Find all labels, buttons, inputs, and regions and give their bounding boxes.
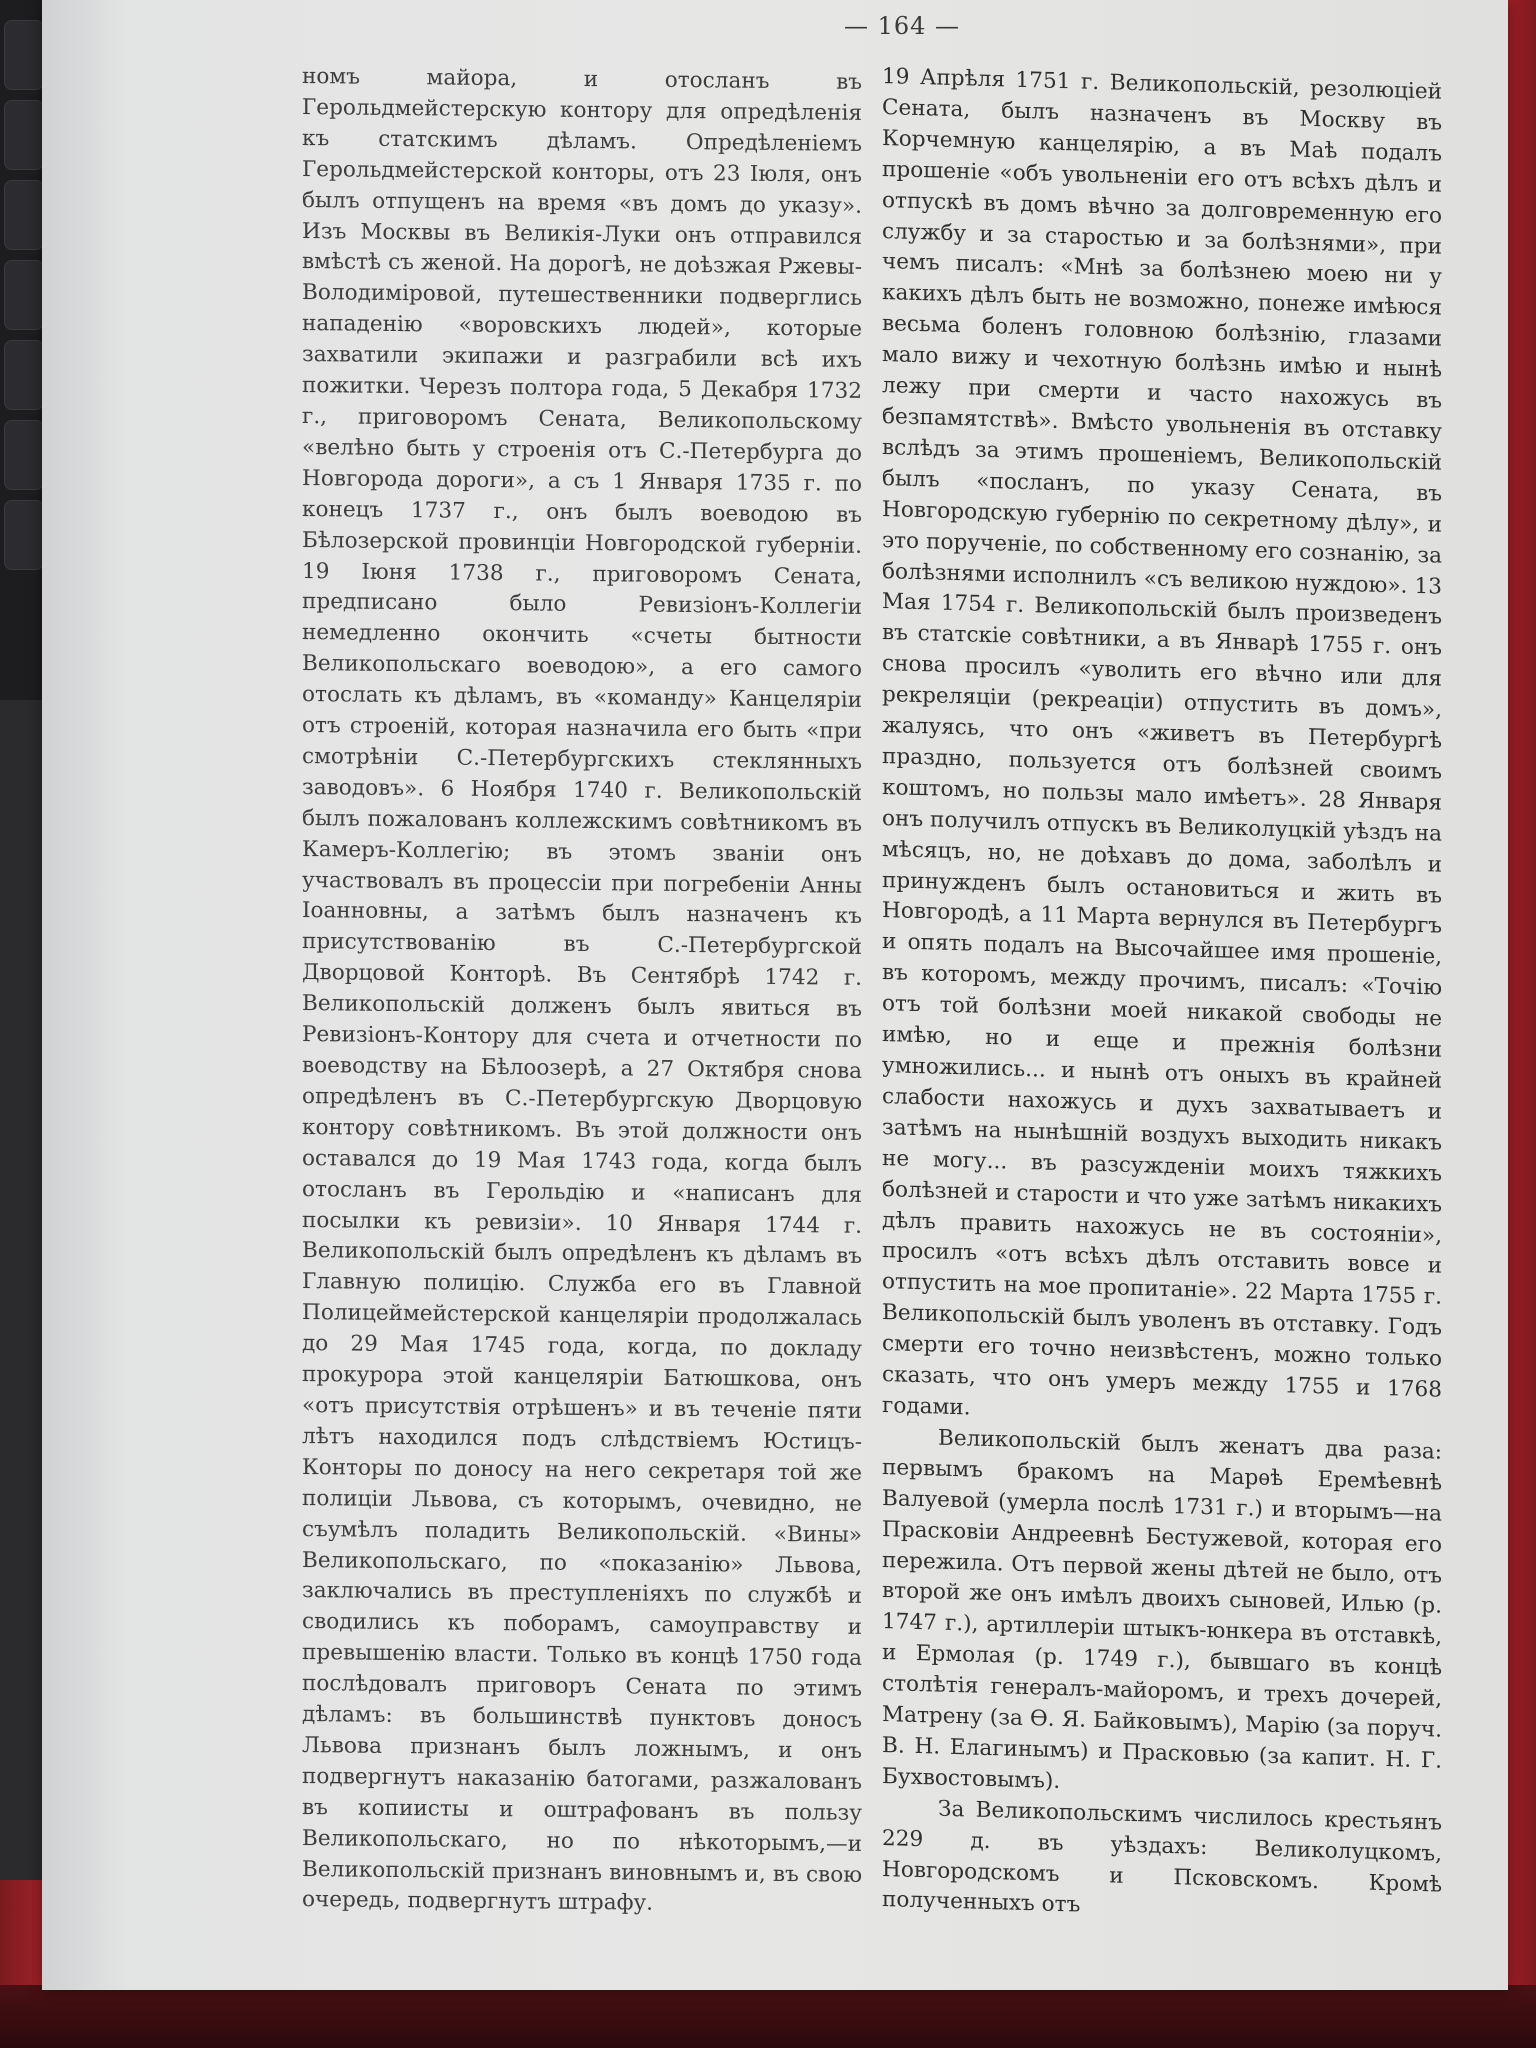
right-text-column <box>882 62 1442 1932</box>
keyboard-key <box>4 340 44 410</box>
paragraph: номъ майора, и отосланъ въ Герольдмейстерскую контору для опредѣленія къ статскимъ дѣламъ. Опредѣленіемъ Герольдмейстерской конторы, отъ 23 Іюля, онъ былъ отпущенъ на время «въ домъ до указу». Изъ Москвы въ Великія-Луки онъ отправился вмѣстѣ съ женой. На дорогѣ, не доѣзжая Ржевы-Володиміровой, путешественники подверглись нападенію «воровскихъ людей», которые захватили экипажи и разграбили всѣ ихъ пожитки. Черезъ полтора года, 5 Декабря 1732 г., приговоромъ Сената, Великопольскому «велѣно быть у строенія отъ С.-Петербурга до Новгорода дороги», а съ 1 Января 1735 г. по конецъ 1737 г., онъ былъ воеводою въ Бѣлозерской провинціи Новгородской губерніи. 19 Іюня 1738 г., приговоромъ Сената, предписано было Ревизіонъ-Коллегіи немедленно окончить «счеты бытности Великопольскаго воеводою», а его самого отослать къ дѣламъ, въ «команду» Канцеляріи отъ строеній, которая назначила его быть «при смотрѣніи С.-Петербургскихъ стеклянныхъ заводовъ». 6 Ноября 1740 г. Великопольскій былъ пожалованъ коллежскимъ совѣтникомъ въ Камеръ-Коллегію; въ этомъ званіи онъ участвовалъ въ процессіи при погребеніи Анны Іоанновны, а затѣмъ былъ назначенъ къ присутствованію въ С.-Петербургской Дворцовой Конторѣ. Въ Сентябрѣ 1742 г. Великопольскій долженъ былъ явиться въ Ревизіонъ-Контору для счета и отчетности по воеводству на Бѣлоозерѣ, а 27 Октября снова опредѣленъ въ С.-Петербургскую Дворцовую контору совѣтникомъ. Въ этой должности онъ оставался до 19 Мая 1743 года, когда былъ отосланъ въ Герольдію и «написанъ для посылки къ ревизіи». 10 Января 1744 г. Великопольскій былъ опредѣленъ къ дѣламъ въ Главную полицію. Служба его въ Главной Полицеймейстерской канцеляріи продолжалась до 29 Мая 1745 года, когда, по докладу прокурора этой канцеляріи Батюшкова, онъ «отъ присутствія отрѣшенъ» и въ теченіе пяти лѣтъ находился подъ слѣдствіемъ Юстицъ-Конторы по доносу на него секретаря той же полиціи Львова, съ которымъ, очевидно, не съумѣлъ поладить Великопольскій. «Вины» Великопольскаго, по «показанію» Львова, заключались въ преступленіяхъ по службѣ и сводились къ поборамъ, самоуправству и превышенію власти. Только въ концѣ 1750 года послѣдовалъ приговоръ Сената по этимъ дѣламъ: въ большинствѣ пунктовъ доносъ Львова признанъ былъ ложнымъ, и онъ подвергнутъ наказанію батогами, разжалованъ въ копиисты и оштрафованъ въ пользу Великопольскаго, но по нѣкоторымъ,—и Великопольскій признанъ виновнымъ и, въ свою очередь, подвергнутъ штрафу. <box>302 64 862 1917</box>
keyboard-key <box>4 260 44 330</box>
keyboard-key <box>4 100 44 170</box>
paragraph: За Великопольскимъ числилось крестьянъ 229 д. въ уѣздахъ: Великолуцкомъ, Новгородскомъ и Псковскомъ. Кромѣ полученныхъ отъ <box>882 1796 1442 1919</box>
keyboard-key <box>4 20 44 90</box>
book-cover-bottom <box>0 1985 1536 2048</box>
left-text-column <box>302 62 862 1922</box>
keyboard-key <box>4 500 44 570</box>
book-page <box>42 0 1508 1990</box>
keyboard-key <box>4 420 44 490</box>
keyboard-key <box>4 180 44 250</box>
paragraph: 19 Апрѣля 1751 г. Великопольскій, резолюціей Сената, былъ назначенъ въ Москву въ Корчемную канцелярію, а въ Маѣ подалъ прошеніе «объ увольненіи его отъ всѣхъ дѣлъ и отпускѣ въ домъ вѣчно за долговременную его службу и за старостью и за болѣзнями», при чемъ писалъ: «Мнѣ за болѣзнею моею ни у какихъ дѣлъ быть не возможно, понеже имѣюся весьма боленъ головною болѣзнію, глазами мало вижу и чехотную болѣзнь имѣю и нынѣ лежу при смерти и часто нахожусь въ безпамятствѣ». Вмѣсто увольненія въ отставку вслѣдъ за этимъ прошеніемъ, Великопольскій былъ «посланъ, по указу Сената, въ Новгородскую губернію по секретному дѣлу», и это порученіе, по собственному его сознанію, за болѣзнями исполнилъ «съ великою нуждою». 13 Мая 1754 г. Великопольскій былъ произведенъ въ статскіе совѣтники, а въ Январѣ 1755 г. онъ снова просилъ «уволить его вѣчно или для рекреляціи (рекреаціи) отпустить въ домъ», жалуясь, что онъ «живетъ въ Петербургѣ праздно, пользуется отъ болѣзней своимъ коштомъ, но пользы мало имѣетъ». 28 Января онъ получилъ отпускъ въ Великолуцкій уѣздъ на мѣсяцъ, но, не доѣхавъ до дома, заболѣлъ и принужденъ былъ остановиться и жить въ Новгородѣ, а 11 Марта вернулся въ Петербургъ и опять подалъ на Высочайшее имя прошеніе, въ которомъ, между прочимъ, писалъ: «Точію отъ той болѣзни моей никакой свободы не имѣю, но и еще и прежнія болѣзни умножились... и нынѣ отъ оныхъ въ крайней слабости нахожусь и духъ захватываетъ и затѣмъ на нынѣшній воздухъ выходить никакъ не могу... въ разсужденіи моихъ тяжкихъ болѣзней и старости и что уже затѣмъ никакихъ дѣлъ править нахожусь не въ состояніи», просилъ «отъ всѣхъ дѣлъ отставить вовсе и отпустить на мое пропитаніе». 22 Марта 1755 г. Великопольскій былъ уволенъ въ отставку. Годъ смерти его точно неизвѣстенъ, можно только сказать, что онъ умеръ между 1755 и 1768 годами. <box>882 64 1442 1421</box>
page-number: — 164 — <box>843 12 961 40</box>
paragraph: Великопольскій былъ женатъ два раза: первымъ бракомъ на Марѳѣ Еремѣевнѣ Валуевой (умерла послѣ 1731 г.) и вторымъ—на Прасковіи Андреевнѣ Бестужевой, которая его пережила. Отъ первой жены дѣтей не было, отъ второй же онъ имѣлъ двоихъ сыновей, Илью (р. 1747 г.), артиллеріи штыкъ-юнкера въ отставкѣ, и Ермолая (р. 1749 г.), бывшаго въ концѣ столѣтія генералъ-майоромъ, и трехъ дочерей, Матрену (за Ѳ. Я. Байковымъ), Марію (за поруч. В. Н. Елагинымъ) и Прасковью (за капит. Н. Г. Бухвостовымъ). <box>882 1425 1442 1794</box>
